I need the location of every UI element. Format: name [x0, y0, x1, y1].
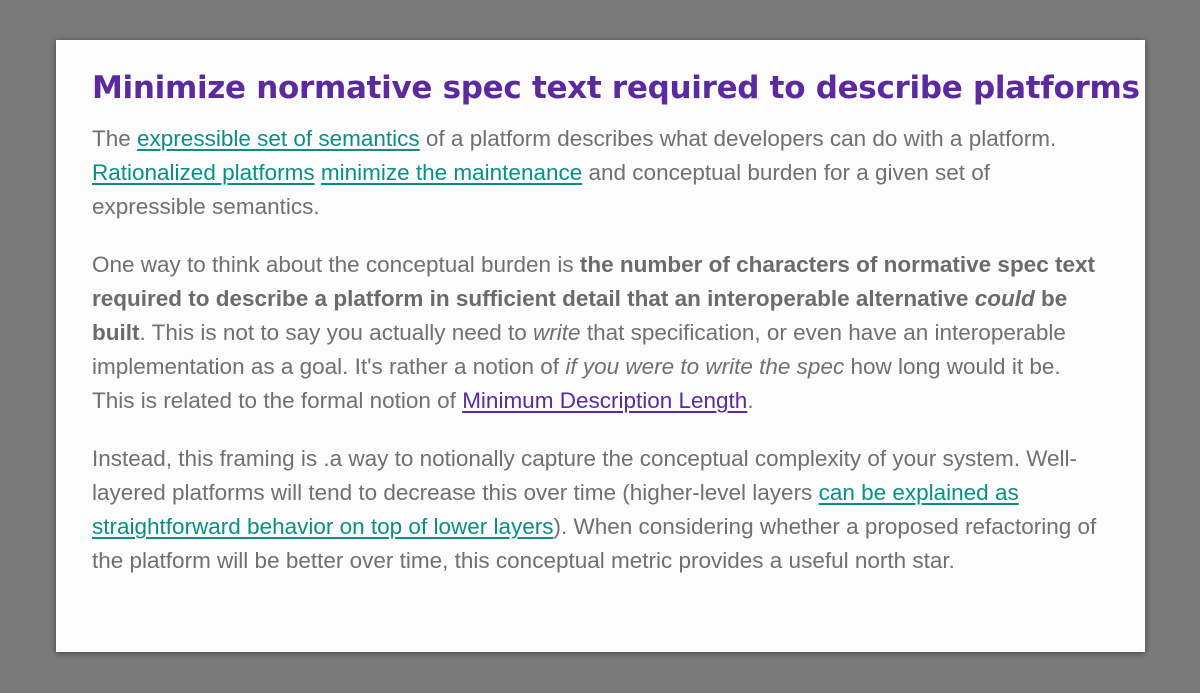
link-minimize-the-maintenance[interactable]: minimize the maintenance: [320, 160, 583, 185]
text: One way to think about the conceptual burden is: [92, 252, 580, 277]
text: that specification, or even have an interoperable implementation as a goal. It's rather a notion of: [92, 320, 1066, 379]
text: Instead, this framing is .a way to notionally capture the conceptual complexity of your system. Well-layered platforms will tend to decrease this over time (higher-level layers: [92, 446, 1078, 505]
text: how long would it be. This is related to the formal notion of: [92, 354, 1061, 413]
text: . This is not to say you actually need to: [139, 320, 534, 345]
link-rationalized-platforms[interactable]: Rationalized platforms: [92, 160, 315, 185]
link-can-be-explained[interactable]: can be explained as straightforward behavior on top of lower layers: [92, 480, 1019, 539]
paragraph-framing: [92, 442, 1105, 578]
text: .: [747, 388, 754, 413]
content-card: [56, 40, 1145, 652]
page-title: Minimize normative spec text required to describe platforms: [92, 70, 1140, 106]
paragraph-expressible-semantics: [92, 122, 1105, 224]
text: The: [92, 126, 138, 151]
emphasis-could: could: [974, 286, 1035, 311]
emphasis-write: write: [533, 320, 581, 345]
link-minimum-description-length[interactable]: Minimum Description Length: [462, 388, 748, 413]
text: ). When considering whether a proposed refactoring of the platform will be better over time, this conceptual metric provides a useful north star.: [92, 514, 1097, 573]
bold-text: be built: [92, 286, 1068, 345]
paragraph-conceptual-burden: [92, 248, 1105, 418]
text: of a platform describes what developers can do with a platform.: [419, 126, 1057, 151]
text: and conceptual burden for a given set of expressible semantics.: [92, 160, 991, 219]
link-expressible-set-of-semantics[interactable]: expressible set of semantics: [137, 126, 420, 151]
bold-text: the number of characters of normative spec text required to describe a platform in sufficient detail that an interoperable alternative: [92, 252, 1095, 311]
emphasis-if-you-were: if you were to write the spec: [565, 354, 845, 379]
